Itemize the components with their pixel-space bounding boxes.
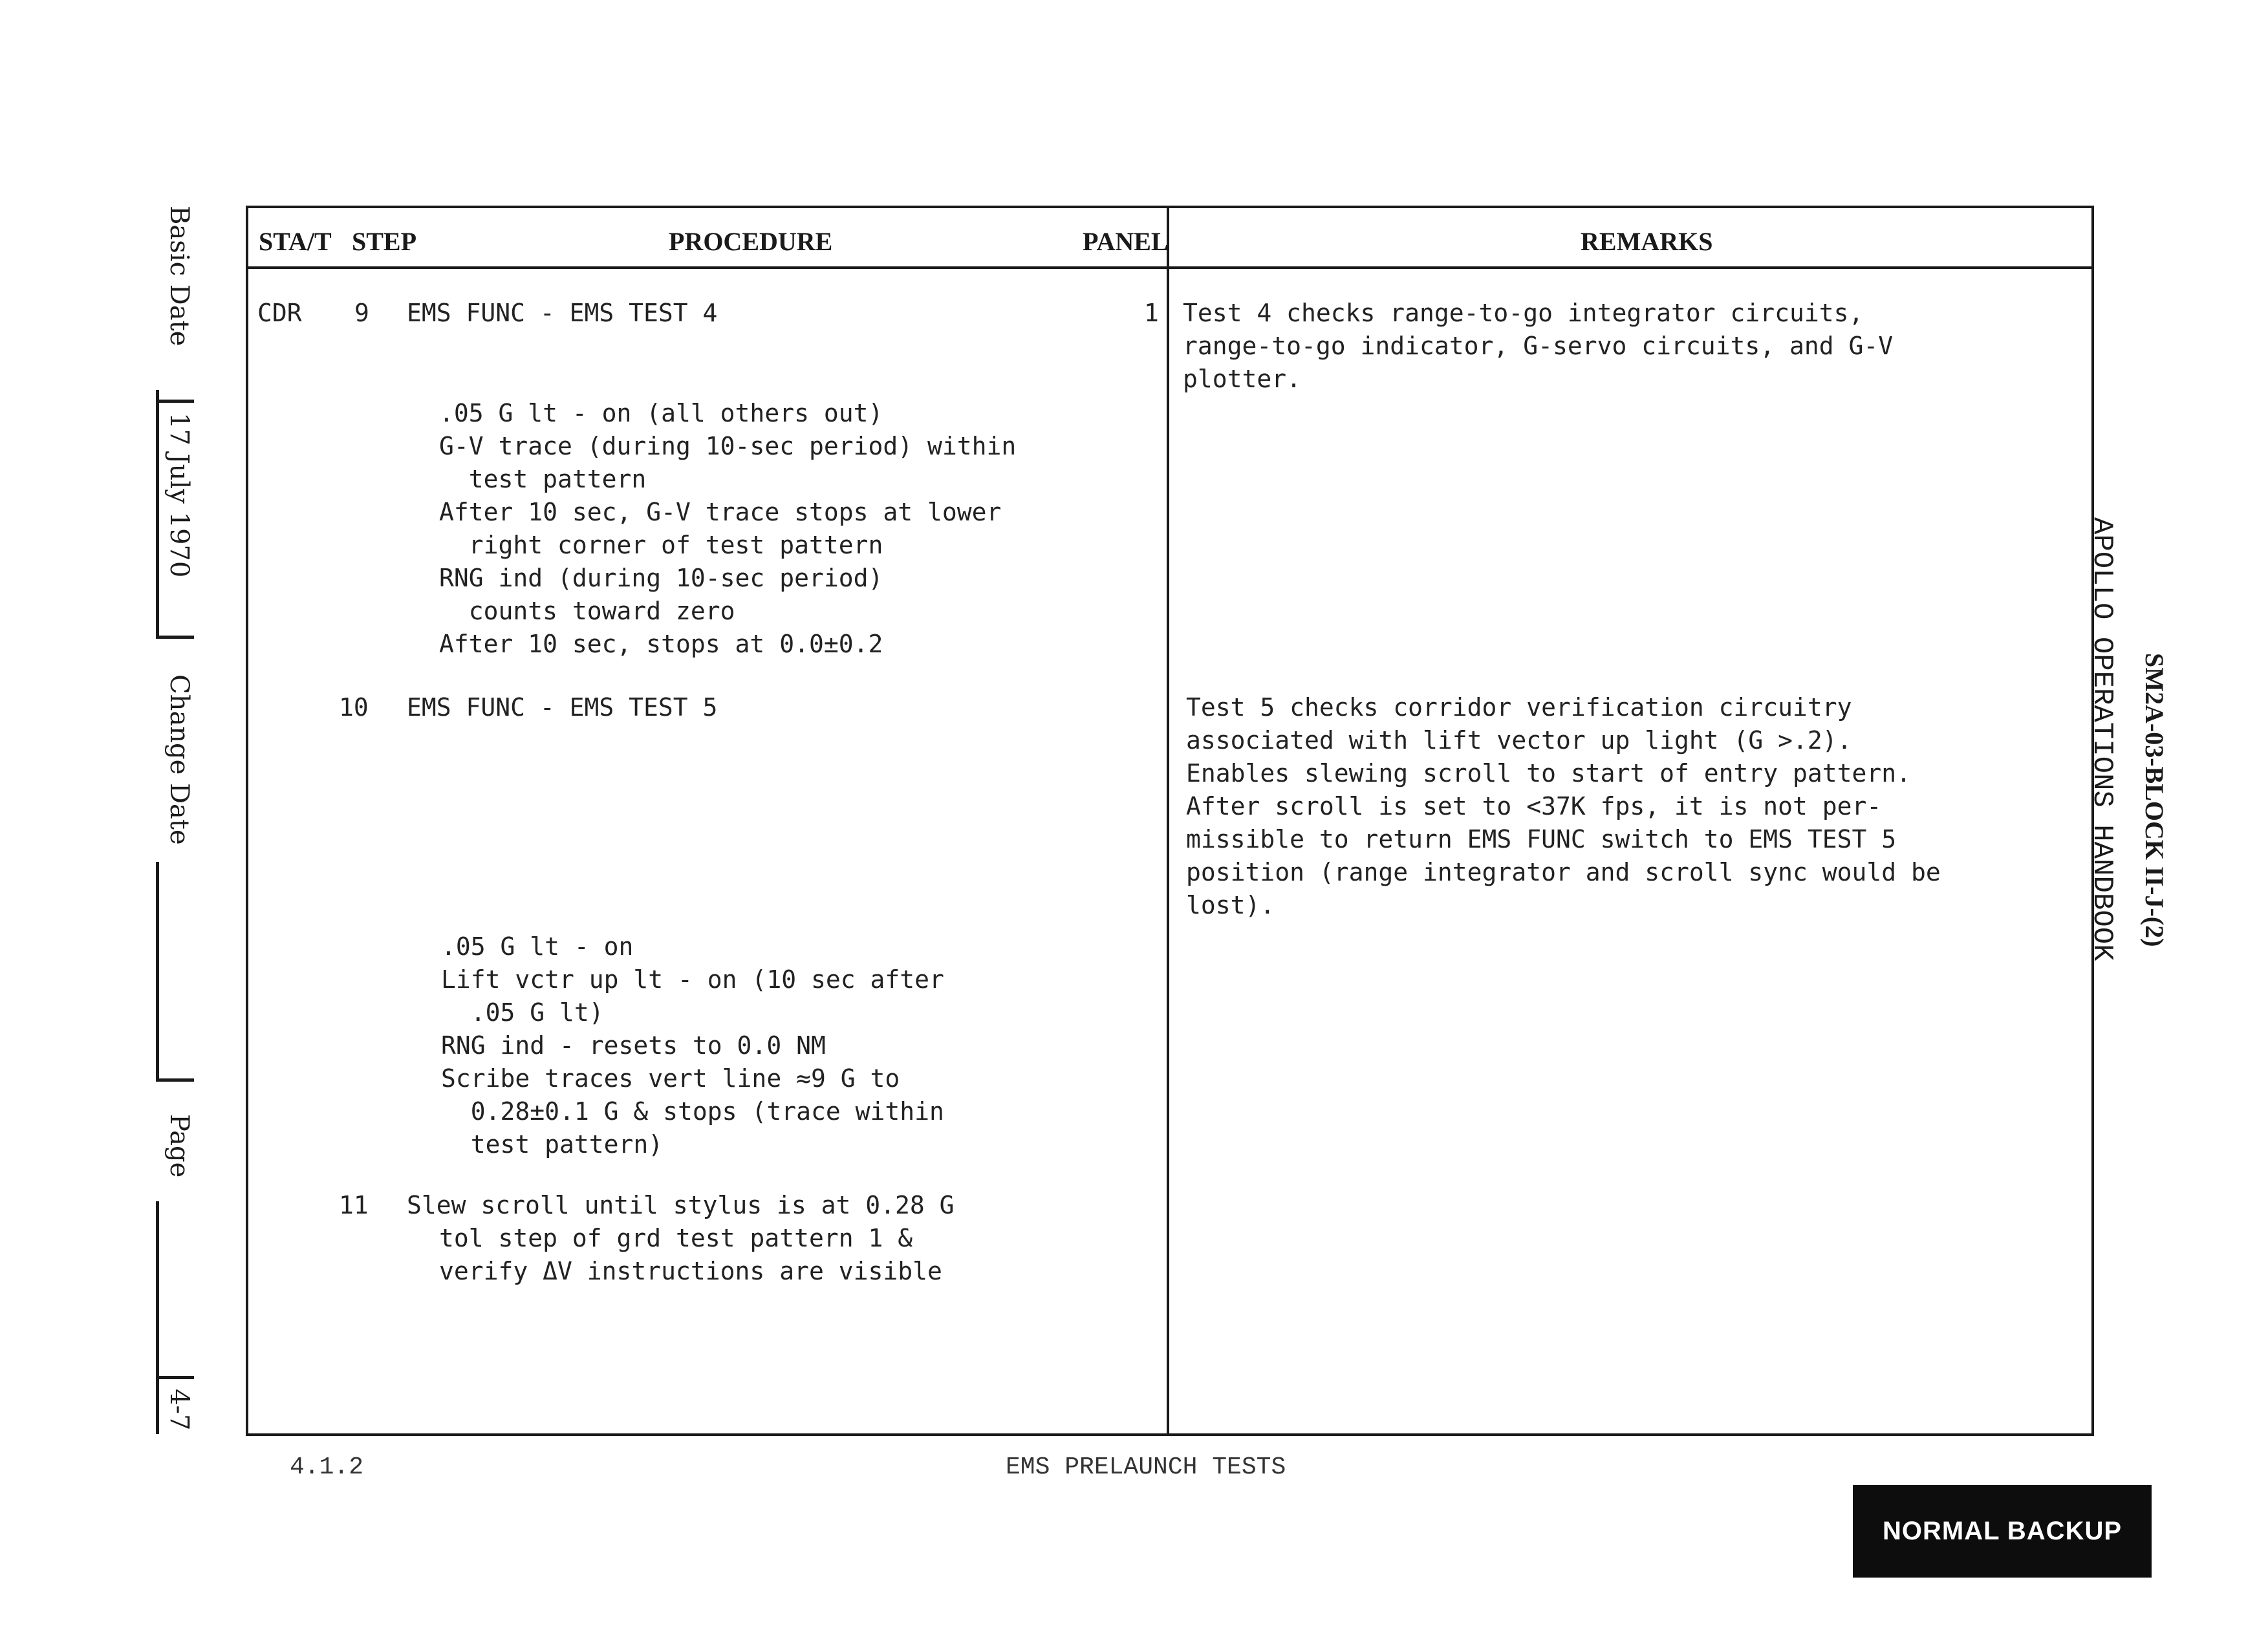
- page-number: 4-7: [164, 1389, 194, 1431]
- change-date-label: Change Date: [164, 674, 194, 845]
- page-number-underline: [156, 1376, 159, 1434]
- divider-tick: [156, 400, 194, 403]
- section-title: EMS PRELAUNCH TESTS: [1006, 1453, 1286, 1481]
- page-margin-info: [155, 206, 194, 1628]
- row-title: EMS FUNC - EMS TEST 4: [407, 299, 718, 327]
- row-title: Slew scroll until stylus is at 0.28 G: [407, 1191, 955, 1219]
- row-details: .05 G lt - on (all others out) G-V trace (during 10-sec period) within test pattern After 10 sec, G-V trace stops at lower right corner of test pattern RNG ind (during 10-sec period) counts toward zero After 10 sec, stops at 0.0±0.2: [439, 399, 1017, 658]
- header-remarks: REMARKS: [1581, 227, 1713, 256]
- row-details: .05 G lt - on Lift vctr up lt - on (10 sec after .05 G lt) RNG ind - resets to 0.0 NM Scribe traces vert line ≈9 G to 0.28±0.1 G & stops (trace within test pattern): [441, 932, 944, 1159]
- procedure-table: [246, 206, 2094, 1436]
- row-step-number: 11: [339, 1191, 369, 1219]
- header-rule: [248, 266, 2091, 269]
- section-number: 4.1.2: [290, 1453, 364, 1481]
- basic-date-label: Basic Date: [164, 206, 194, 347]
- document-id: SM2A-03-BLOCK II-J-(2): [2140, 653, 2169, 947]
- row-step-number: 9: [354, 299, 369, 327]
- normal-backup-badge: NORMAL BACKUP: [1853, 1485, 2152, 1578]
- page-label: Page: [164, 1114, 194, 1178]
- basic-date-underline: [156, 390, 159, 400]
- header-step: STEP: [352, 227, 417, 256]
- divider-tick: [156, 1078, 194, 1082]
- row-details: tol step of grd test pattern 1 & verify ΔV instructions are visible: [439, 1224, 942, 1285]
- row-step-number: 10: [339, 693, 369, 722]
- row-title: EMS FUNC - EMS TEST 5: [407, 693, 718, 722]
- divider-tick: [156, 1376, 194, 1379]
- header-panel: PANEL: [1083, 227, 1169, 256]
- basic-date-value-underline: [156, 400, 159, 636]
- basic-date-value: 17 July 1970: [164, 412, 194, 578]
- row-station: CDR: [257, 299, 302, 327]
- page-underline: [156, 1201, 159, 1376]
- header-procedure: PROCEDURE: [669, 227, 833, 256]
- row-remarks: Test 5 checks corridor verification circuitry associated with lift vector up light (G >.2). Enables slewing scroll to start of entry pattern. After scroll is set to <37K fps, it is not per- missible to return EMS FUNC switch to EMS TEST 5 position (range integrator and scroll sync would be lost).: [1186, 693, 1941, 919]
- column-divider: [1167, 208, 1169, 1433]
- divider-tick: [156, 636, 194, 639]
- change-date-underline: [156, 862, 159, 1078]
- row-remarks: Test 4 checks range-to-go integrator circuits, range-to-go indicator, G-servo circuits, and G-V plotter.: [1183, 299, 1894, 393]
- row-panel: 1: [1144, 299, 1159, 327]
- handbook-title: APOLLO OPERATIONS HANDBOOK: [2086, 517, 2118, 961]
- header-sta-t: STA/T: [259, 227, 332, 256]
